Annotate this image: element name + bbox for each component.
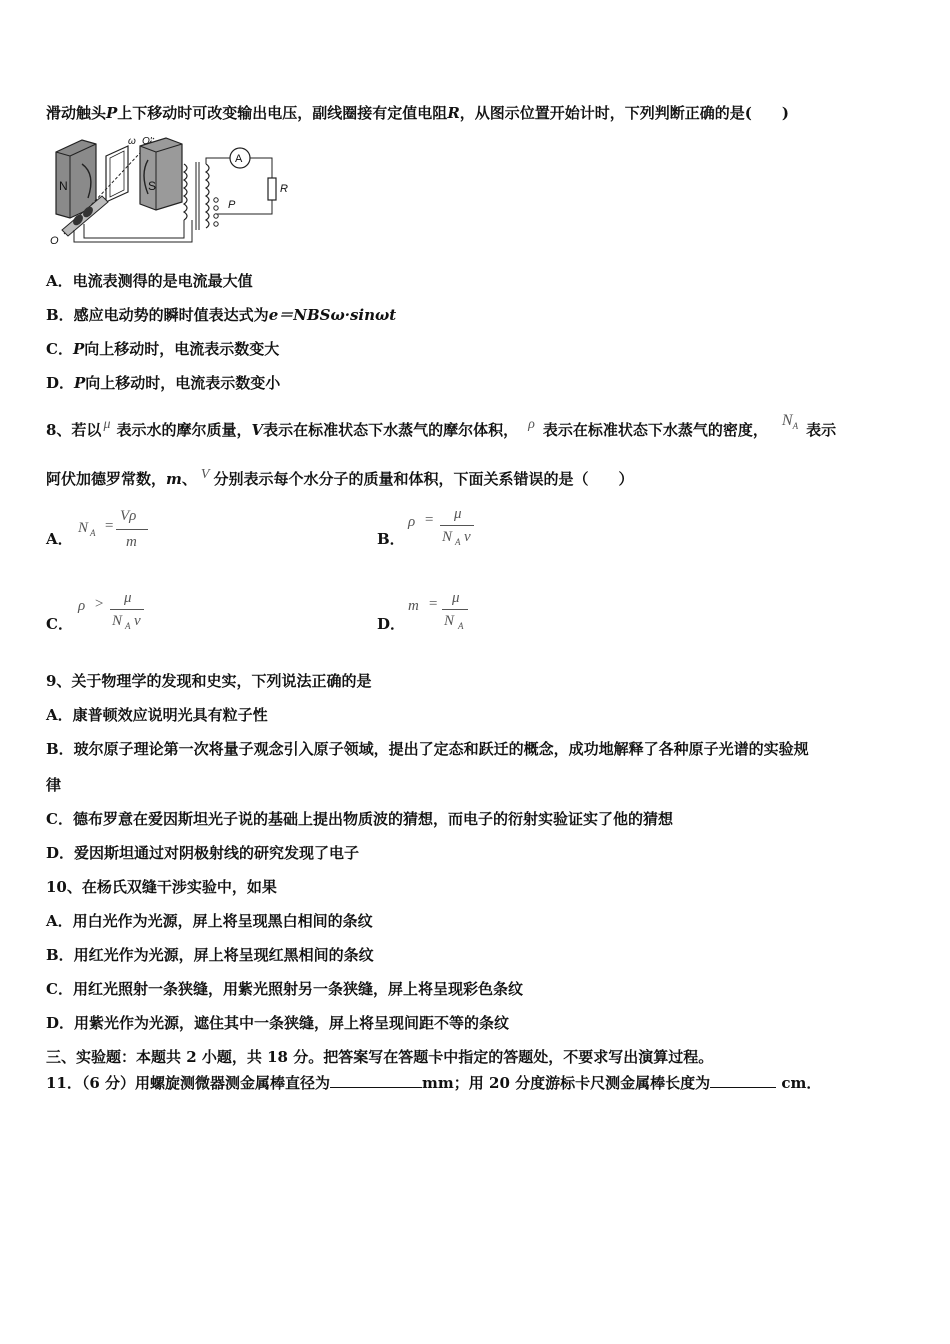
q10-option-b: B．用红光作为光源，屏上将呈现红黑相间的条纹 <box>46 946 374 964</box>
q11-stem-text: 11．（6 分）用螺旋测微器测金属棒直径为 <box>46 1074 331 1092</box>
formula-symbol: ρ <box>78 598 86 614</box>
formula-symbol: N <box>78 520 89 536</box>
q8-option-a-formula <box>78 506 158 556</box>
q8-option-b-label: B． <box>377 530 405 548</box>
q8-stem-text: 表示在标准状态下水蒸气的摩尔体积， <box>263 421 519 439</box>
q7-option-b-formula: e＝NBSω·sinωt <box>268 306 397 324</box>
formula-symbol: ρ <box>408 514 416 530</box>
formula-denominator: v <box>464 529 471 545</box>
q8-stem-text: 表示水的摩尔质量， <box>116 421 252 439</box>
q7-option-d-text: 向上移动时，电流表示数变小 <box>85 374 281 392</box>
q11-stem-text: cm． <box>776 1074 822 1092</box>
q8-mu-symbol: μ <box>103 417 111 432</box>
q7-option-d-p: P <box>74 374 86 392</box>
q11-answer-blank-length[interactable] <box>710 1073 776 1088</box>
q7-option-c-p: P <box>72 340 85 358</box>
fraction-bar <box>110 609 144 610</box>
q8-stem-text: 分别表示每个水分子的质量和体积，下面关系错误的是（ ） <box>213 470 634 488</box>
q7-stem-text: ，从图示位置开始计时，下列判断正确的是( ) <box>459 104 789 122</box>
formula-denominator: N <box>444 613 455 629</box>
formula-symbol: m <box>408 598 419 614</box>
fraction-bar <box>442 609 468 610</box>
q7-option-c-text: 向上移动时，电流表示数变大 <box>84 340 280 358</box>
q9-option-a: A．康普顿效应说明光具有粒子性 <box>46 706 268 724</box>
q10-option-a: A．用白光作为光源，屏上将呈现黑白相间的条纹 <box>46 912 373 930</box>
q8-option-c-label: C． <box>46 615 73 633</box>
formula-numerator: μ <box>452 590 460 606</box>
q8-stem-text: 表示在标准状态下水蒸气的密度， <box>542 421 768 439</box>
formula-denominator: m <box>126 534 137 550</box>
formula-numerator: μ <box>124 590 132 606</box>
fraction-bar <box>116 529 148 530</box>
axis-o-label: O <box>50 235 59 247</box>
q8-stem-text: 8、若以 <box>46 421 102 439</box>
q9-option-c: C．德布罗意在爱因斯坦光子说的基础上提出物质波的猜想，而电子的衍射实验证实了他的猜想 <box>46 810 673 828</box>
omega-label: ω <box>128 136 136 147</box>
q8-option-d-formula <box>408 590 488 640</box>
q8-na-subscript: A <box>792 421 799 431</box>
resistor-label: R <box>280 183 288 195</box>
formula-numerator: μ <box>454 506 462 522</box>
formula-subscript: A <box>90 528 96 538</box>
q10-option-c: C．用红光照射一条狭缝，用紫光照射另一条狭缝，屏上将呈现彩色条纹 <box>46 980 523 998</box>
q11-stem-text: mm；用 20 分度游标卡尺测金属棒长度为 <box>422 1074 711 1092</box>
q8-stem-text: 表示 <box>806 421 837 439</box>
q7-stem-text: 滑动触头 <box>46 104 107 122</box>
q7-option-c-label: C． <box>46 340 73 358</box>
q8-m-symbol: m <box>166 470 182 488</box>
q8-na-symbol: N <box>781 412 793 429</box>
q11-stem <box>46 1073 821 1093</box>
magnet-s-label: S <box>148 179 157 193</box>
slider-p-label: P <box>228 199 236 211</box>
magnet-n-label: N <box>59 179 68 193</box>
formula-operator: > <box>94 596 105 612</box>
q7-option-b <box>46 305 396 325</box>
formula-operator: = <box>424 512 435 528</box>
formula-subscript: A <box>125 621 131 631</box>
q9-option-b-line1: B．玻尔原子理论第一次将量子观念引入原子领域，提出了定态和跃迁的概念，成功地解释了各种原子光谱的实验规 <box>46 740 809 758</box>
axis-o-prime-label: O' <box>142 136 152 147</box>
formula-subscript: A <box>455 537 461 547</box>
formula-subscript: A <box>458 621 464 631</box>
q11-answer-blank-diameter[interactable] <box>330 1073 422 1088</box>
q8-rho-symbol: ρ <box>528 417 535 432</box>
formula-numerator: Vρ <box>120 508 137 524</box>
q9-stem: 9、关于物理学的发现和史实，下列说法正确的是 <box>46 672 372 690</box>
formula-denominator: N <box>442 529 453 545</box>
q7-stem-p: P <box>106 104 118 122</box>
formula-denominator: v <box>134 613 141 629</box>
q10-stem: 10、在杨氏双缝干涉实验中，如果 <box>46 878 277 896</box>
q9-option-d: D．爱因斯坦通过对阴极射线的研究发现了电子 <box>46 844 360 862</box>
q7-stem <box>46 103 789 123</box>
formula-operator: = <box>428 596 439 612</box>
formula-operator: = <box>104 518 115 534</box>
q9-option-b-line2: 律 <box>46 776 62 794</box>
q7-option-c <box>46 339 279 359</box>
q8-v-cap: V <box>251 421 264 439</box>
q8-option-b-formula <box>408 506 488 556</box>
q8-option-a-label: A． <box>46 530 73 548</box>
q8-stem-text: 、 <box>181 470 197 488</box>
fraction-bar <box>440 525 474 526</box>
section3-heading: 三、实验题：本题共 2 小题，共 18 分。把答案写在答题卡中指定的答题处，不要求写出演算过程。 <box>46 1048 714 1066</box>
q10-option-d: D．用紫光作为光源，遮住其中一条狭缝，屏上将呈现间距不等的条纹 <box>46 1014 510 1032</box>
ammeter-label: A <box>235 153 243 165</box>
q7-stem-r: R <box>447 104 460 122</box>
q7-stem-text: 上下移动时可改变输出电压，副线圈接有定值电阻 <box>117 104 448 122</box>
q7-option-d-label: D． <box>46 374 75 392</box>
q7-option-a: A．电流表测得的是电流最大值 <box>46 272 253 290</box>
q8-stem-text: 阿伏加德罗常数， <box>46 470 167 488</box>
q7-option-d <box>46 373 280 393</box>
q8-option-d-label: D． <box>377 615 406 633</box>
generator-transformer-figure <box>44 134 300 248</box>
q7-option-b-text: B．感应电动势的瞬时值表达式为 <box>46 306 269 324</box>
formula-denominator: N <box>112 613 123 629</box>
q8-v-symbol: V <box>200 467 210 482</box>
q8-option-c-formula <box>78 590 158 640</box>
q8-stem-line2 <box>46 469 633 491</box>
q8-stem-line1 <box>46 412 837 442</box>
